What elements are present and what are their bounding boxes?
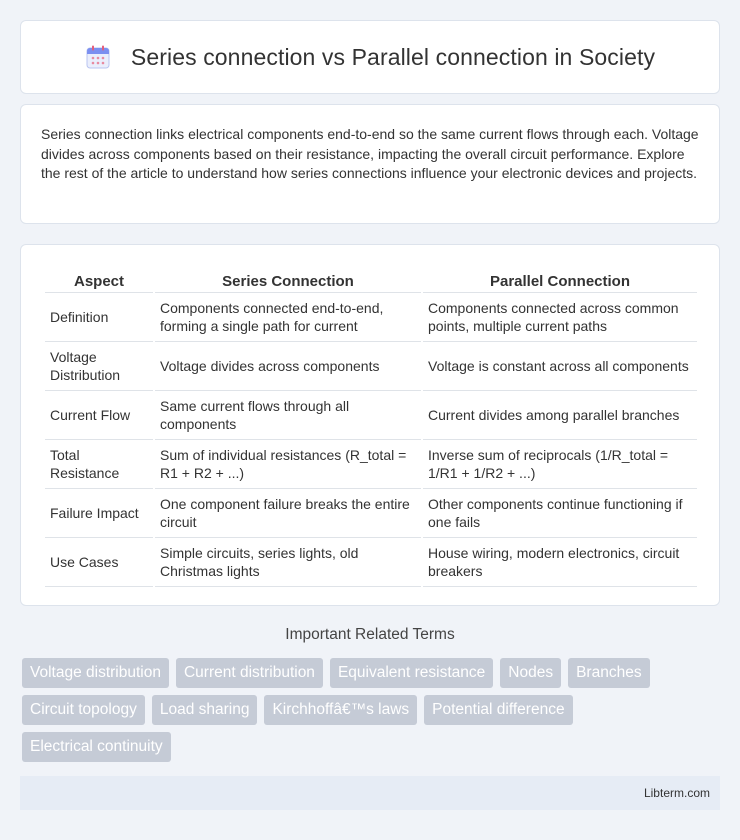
tag-potential-difference[interactable]: Potential difference — [424, 695, 572, 725]
table-cell-series: Sum of individual resistances (R_total = R1 + R2 + ...) — [155, 440, 421, 489]
table-cell-aspect: Voltage Distribution — [45, 342, 153, 391]
tag-circuit-topology[interactable]: Circuit topology — [22, 695, 145, 725]
tag-branches[interactable]: Branches — [568, 658, 649, 688]
table-row — [45, 391, 697, 440]
page-title: Series connection vs Parallel connection in Society — [130, 43, 656, 70]
table-cell-parallel: Components connected across common points, multiple current paths — [423, 293, 697, 342]
table-cell-series: Simple circuits, series lights, old Christmas lights — [155, 538, 421, 587]
table-cell-aspect: Current Flow — [45, 391, 153, 440]
related-terms-title: Important Related Terms — [285, 626, 455, 643]
table-cell-parallel: House wiring, modern electronics, circuit breakers — [423, 538, 697, 587]
table-cell-aspect: Definition — [45, 293, 153, 342]
table-cell-aspect: Failure Impact — [45, 489, 153, 538]
footer — [20, 776, 720, 810]
intro-text: Series connection links electrical components end-to-end so the same current flows through each. Voltage divides across components based on their resistance, impacting the overall circuit performance. Explore the rest of the article to understand how series connections influence your electronic devices and projects. — [41, 126, 699, 181]
column-header-aspect: Aspect — [45, 267, 153, 293]
table-cell-aspect: Total Resistance — [45, 440, 153, 489]
tag-load-sharing[interactable]: Load sharing — [152, 695, 258, 725]
table-cell-parallel: Current divides among parallel branches — [423, 391, 697, 440]
tag-nodes[interactable]: Nodes — [500, 658, 561, 688]
tag-voltage-distribution[interactable]: Voltage distribution — [22, 658, 169, 688]
table-cell-series: Components connected end-to-end, forming a single path for current — [155, 293, 421, 342]
calendar-icon — [85, 44, 111, 70]
table-row — [45, 440, 697, 489]
footer-site-link[interactable]: Libterm.com — [643, 786, 710, 800]
related-terms-list — [22, 658, 702, 769]
table-cell-parallel: Other components continue functioning if one fails — [423, 489, 697, 538]
table-cell-series: Voltage divides across components — [155, 342, 421, 391]
table-cell-parallel: Inverse sum of reciprocals (1/R_total = 1/R1 + 1/R2 + ...) — [423, 440, 697, 489]
tag-current-distribution[interactable]: Current distribution — [176, 658, 323, 688]
tag-kirchhoffs-laws[interactable]: Kirchhoffâ€™s laws — [264, 695, 417, 725]
intro-card — [20, 104, 720, 224]
table-cell-aspect: Use Cases — [45, 538, 153, 587]
table-row — [45, 538, 697, 587]
table-cell-series: Same current flows through all components — [155, 391, 421, 440]
table-cell-parallel: Voltage is constant across all components — [423, 342, 697, 391]
tag-equivalent-resistance[interactable]: Equivalent resistance — [330, 658, 493, 688]
table-cell-series: One component failure breaks the entire circuit — [155, 489, 421, 538]
column-header-parallel: Parallel Connection — [423, 267, 697, 293]
comparison-table — [43, 267, 699, 587]
comparison-table-card — [20, 244, 720, 606]
table-row — [45, 489, 697, 538]
table-row — [45, 293, 697, 342]
column-header-series: Series Connection — [155, 267, 421, 293]
tag-electrical-continuity[interactable]: Electrical continuity — [22, 732, 171, 762]
table-header-row — [45, 267, 697, 293]
header-card — [20, 20, 720, 94]
table-row — [45, 342, 697, 391]
